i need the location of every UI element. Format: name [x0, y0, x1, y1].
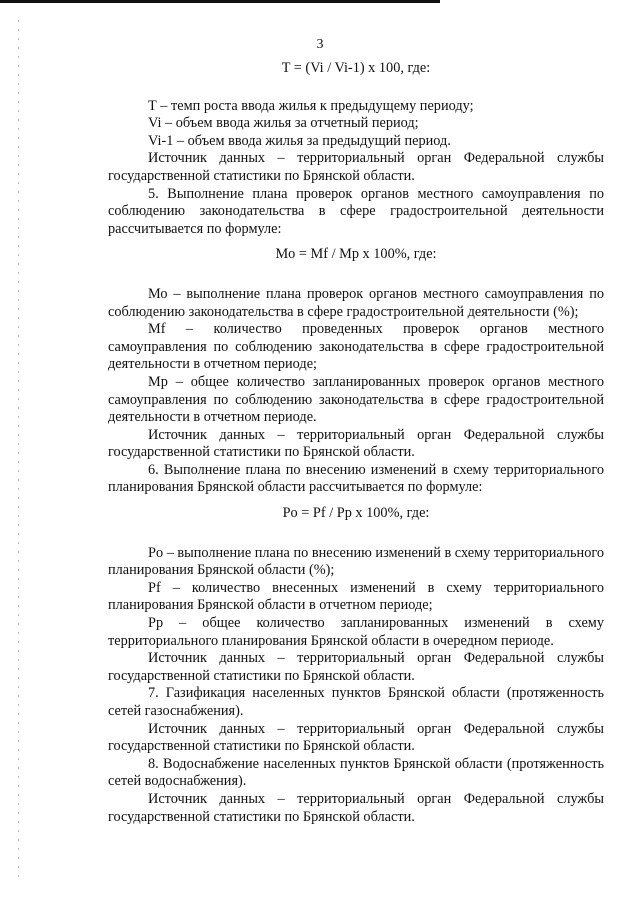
- definition-mp: Mp – общее количество запланированных проверок органов местного самоуправления по соблюдению законодательства в сфере градостроительной деятельности в отчетном периоде.: [108, 373, 604, 426]
- definition-mo: Мо – выполнение плана проверок органов местного самоуправления по соблюдению законодательства в сфере градостроительной деятельности (%);: [108, 285, 604, 320]
- item-6-paragraph: 6. Выполнение плана по внесению изменений в схему территориального планирования Брянской области рассчитывается по формуле:: [108, 461, 604, 496]
- data-source-paragraph: Источник данных – территориальный орган Федеральной службы государственной статистики по Брянской области.: [108, 150, 604, 184]
- definition-t: Т – темп роста ввода жилья к предыдущему периоду;: [148, 97, 474, 114]
- item-8-paragraph: 8. Водоснабжение населенных пунктов Брянской области (протяженность сетей водоснабжения).: [108, 755, 604, 790]
- definition-vi-1: Vi-1 – объем ввода жилья за предыдущий период.: [148, 132, 451, 149]
- item-7-paragraph: 7. Газификация населенных пунктов Брянской области (протяженность сетей газоснабжения).: [108, 685, 604, 719]
- data-source-paragraph: Источник данных – территориальный орган Федеральной службы государственной статистики по Брянской области.: [108, 426, 604, 461]
- data-source-paragraph: Источник данных – территориальный орган Федеральной службы государственной статистики по Брянской области.: [108, 720, 604, 755]
- definition-po: Po – выполнение плана по внесению изменений в схему территориального планирования Брянской области (%);: [108, 544, 604, 579]
- data-source-paragraph: Источник данных – территориальный орган Федеральной службы государственной статистики по Брянской области.: [108, 790, 604, 825]
- formula-t: T = (Vi / Vi-1) x 100, где:: [281, 60, 431, 76]
- scan-edge-top: [0, 0, 440, 3]
- item-5-paragraph: 5. Выполнение плана проверок органов местного самоуправления по соблюдению законодательства в сфере градостроительной деятельности рассчитывается по формуле:: [108, 185, 604, 237]
- formula-po: Po = Pf / Pp x 100%, где:: [282, 505, 430, 522]
- scan-edge-left: [18, 20, 19, 880]
- formula-mo: Mo = Mf / Mp x 100%, где:: [275, 246, 437, 263]
- data-source-paragraph: Источник данных – территориальный орган Федеральной службы государственной статистики по Брянской области.: [108, 650, 604, 684]
- page-number: 3: [316, 37, 324, 52]
- definition-pf: Pf – количество внесенных изменений в схему территориального планирования Брянской области в отчетном периоде;: [108, 579, 604, 614]
- definition-pp: Pp – общее количество запланированных изменений в схему территориального планирования Брянской области в очередном периоде.: [108, 615, 604, 649]
- document-body: [108, 60, 604, 826]
- definition-mf: Mf – количество проведенных проверок органов местного самоуправления по соблюдению законодательства в сфере градостроительной деятельности в отчетном периоде;: [108, 321, 604, 373]
- definition-vi: Vi – объем ввода жилья за отчетный период;: [148, 115, 419, 132]
